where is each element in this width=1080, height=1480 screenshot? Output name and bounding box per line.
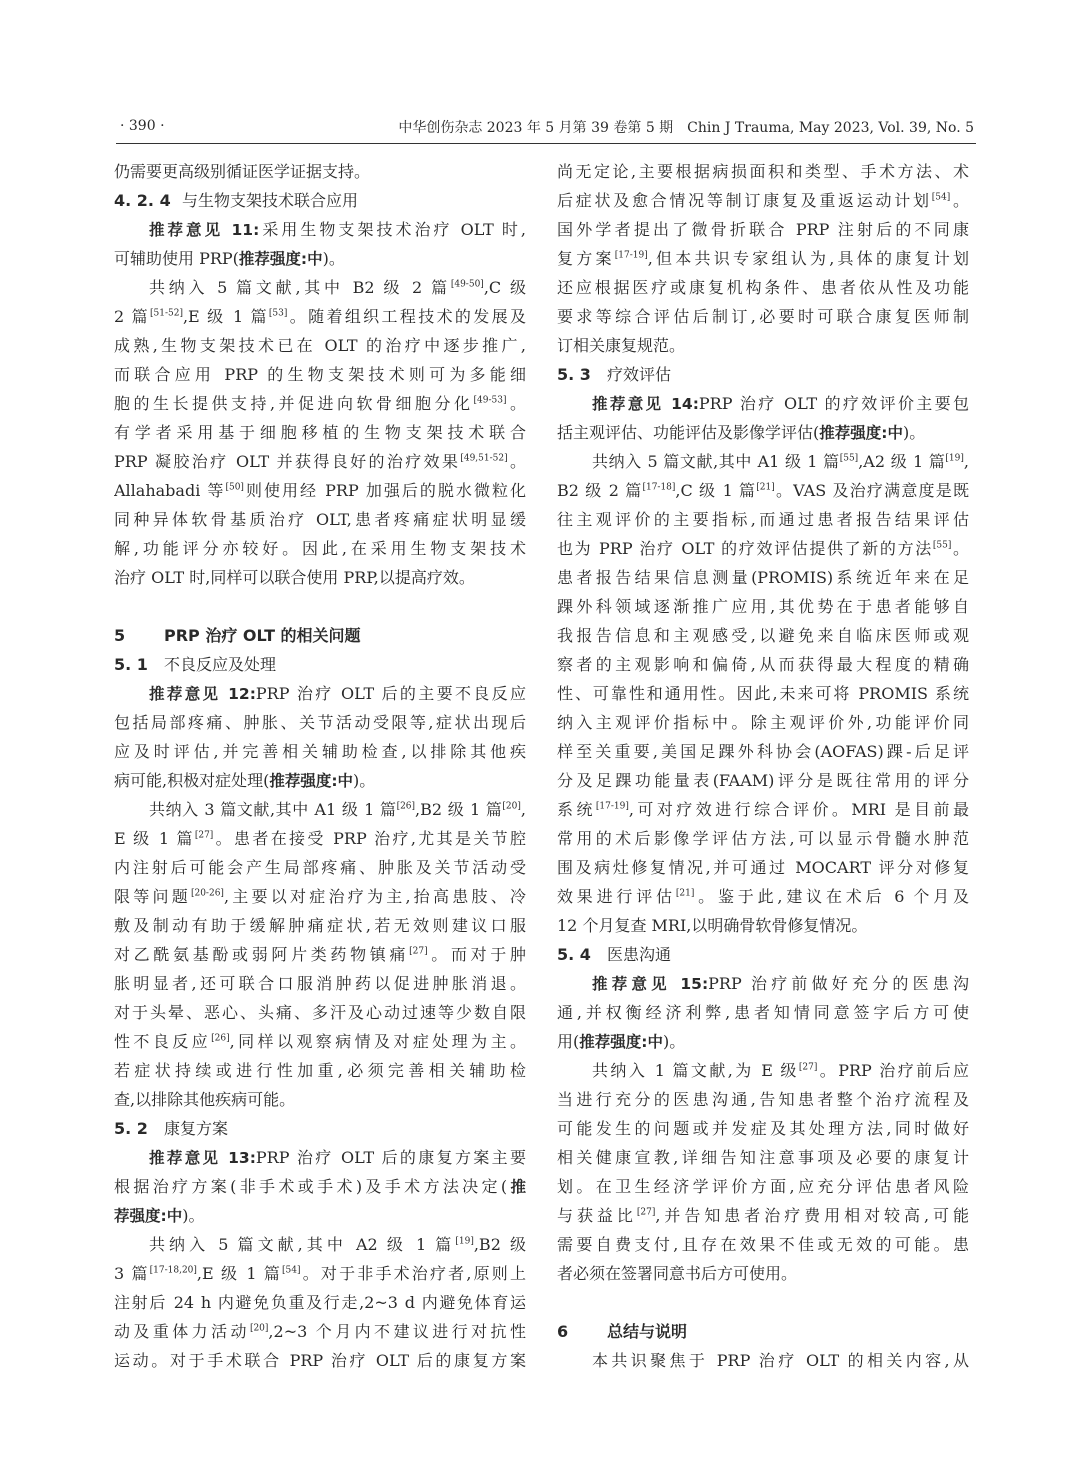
paragraph-line: 12 个月复查 MRI,以明确骨软骨修复情况。 [557,916,868,935]
citation: [20] [249,1323,269,1334]
section-title: 总结与说明 [607,1322,688,1341]
paragraph-line [114,447,526,476]
text: 与获益比 [557,1206,637,1225]
paragraph-line: 察者的主观影响和偏倚,从而获得最大程度的精确 [557,655,969,674]
paragraph-line [114,476,526,505]
recommendation-line [114,1172,526,1201]
recommendation-line [114,1201,526,1230]
paragraph-line: 胀明显者,还可联合口服消肿药以促进肿胀消退。 [114,974,526,993]
text: E 级 1 篇 [114,829,195,848]
text: ,可对疗效进行综合评价。MRI 是目前最 [628,800,969,819]
recommendation-line: 通,并权衡经济利弊,患者知情同意签字后方可使 [557,1003,969,1022]
text: 用( [557,1032,580,1051]
recommendation-label: 推荐意见 13: [149,1149,256,1167]
right-column [557,157,969,1375]
paragraph-line [557,882,969,911]
citation: [51-52] [149,308,183,319]
citation: [20] [502,801,521,812]
paragraph-line [114,273,526,302]
text: 效果进行评估 [557,887,676,906]
paragraph-line [114,795,526,824]
paragraph-line: 样至关重要,美国足踝外科协会(AOFAS)踝-后足评 [557,742,969,761]
citation: [54] [931,192,951,203]
text: ,C 级 [483,278,526,297]
paragraph-line: 对于头晕、恶心、头痛、多汗及心动过速等少数自限 [114,1003,526,1022]
paragraph-line: 要求等综合评估后制订,必要时可联合康复医师制 [557,307,969,326]
paragraph-line: 划。在卫生经济学评价方面,应充分评估患者风险 [557,1177,969,1196]
text: 。而对于肿 [427,945,526,964]
paragraph-line: 查,以排除其他疾病可能。 [114,1090,296,1109]
recommendation-strength: 推荐强度:中 [269,772,354,790]
text: ,E 级 1 篇 [196,1264,283,1283]
paragraph-line: 分及足踝功能量表(FAAM)评分是既往常用的评分 [557,771,969,790]
section-heading-4-2-4 [114,186,526,215]
text: 后症状及愈合情况等制订康复及重返运动计划 [557,191,932,210]
paragraph-line: 尚无定论,主要根据病损面积和类型、手术方法、术 [557,162,969,181]
citation: [20-26] [190,888,224,899]
text: 采用生物支架技术治疗 OLT 时, [259,220,526,239]
paragraph-line [557,476,969,505]
text: 胞的生长提供支持,并促进向软骨细胞分化 [114,394,474,413]
recommendation-12 [114,679,526,708]
text: 3 篇 [114,1264,150,1283]
text: , [963,452,969,471]
section-number: 5. 1 [114,655,148,674]
citation: [27] [194,830,214,841]
citation: [49-50] [450,279,484,290]
paragraph-line [114,940,526,969]
text: 根据治疗方案(非手术或手术)及手术方法决定( [114,1177,508,1196]
recommendation-strength: 推 [507,1178,526,1196]
section-number: 4. 2. 4 [114,191,171,210]
paragraph-line [114,882,526,911]
text: )。 [182,1206,205,1225]
text: 系统 [557,800,596,819]
recommendation-strength: 荐强度:中 [114,1207,183,1225]
paragraph-line: 性、可靠性和通用性。因此,未来可将 PROMIS 系统 [557,684,969,703]
paragraph-line: 订相关康复规范。 [557,336,686,355]
citation: [17-19] [614,250,648,261]
text: ,2~3 个月内不建议进行对抗性 [268,1322,526,1341]
paragraph-line: 需要自费支付,且存在效果不佳或无效的可能。患 [557,1235,969,1254]
text: 动及重体力活动 [114,1322,250,1341]
paragraph-line: 解,功能评分亦较好。因此,在采用生物支架技术 [114,539,526,558]
citation: [27] [798,1062,818,1073]
paragraph-line: 若症状持续或进行性加重,必须完善相关辅助检 [114,1061,526,1080]
running-header: 中华创伤杂志 2023 年 5 月第 39 卷第 5 期 Chin J Trauma, May 2023, Vol. 39, No. 5 [398,120,974,136]
section-number: 6 [557,1322,569,1341]
citation: [54] [282,1265,301,1276]
text: 。鉴于此,建议在术后 6 个月及 [694,887,969,906]
section-title: PRP 治疗 OLT 的相关问题 [164,626,361,645]
text: 2 篇 [114,307,150,326]
paragraph-line [557,795,969,824]
text: 。对于非手术治疗者,原则上 [300,1264,526,1283]
citation: [49,51-52] [460,453,508,464]
paragraph-line: 当进行充分的医患沟通,告知患者整个治疗流程及 [557,1090,969,1109]
text: PRP 治疗 OLT 的疗效评价主要包 [698,394,969,413]
citation: [17-18] [642,482,676,493]
text: 。患者在接受 PRP 治疗,尤其是关节腔 [213,829,526,848]
citation: [27] [409,946,428,957]
citation: [27] [636,1207,656,1218]
recommendation-11 [114,215,526,244]
text: ,C 级 1 篇 [675,481,757,500]
citation: [17-18,20] [149,1265,197,1276]
paragraph-line [557,534,969,563]
text: PRP 治疗前做好充分的医患沟 [708,974,969,993]
text: ,并告知患者治疗费用相对较高,可能 [655,1206,969,1225]
section-heading-6 [557,1317,969,1346]
text: ,B2 级 1 篇 [415,800,503,819]
section-heading-5 [114,621,526,650]
recommendation-line [557,418,969,447]
text: 对乙酰氨基酚或弱阿片类药物镇痛 [114,945,410,964]
paragraph-line: 相关健康宣教,详细告知注意事项及必要的康复计 [557,1148,969,1167]
text: 共纳入 3 篇文献,其中 A1 级 1 篇 [149,800,397,819]
section-number: 5. 3 [557,365,591,384]
text: ,B2 级 [473,1235,526,1254]
paragraph-line: 还应根据医疗或康复机构条件、患者依从性及功能 [557,278,969,297]
page-number: · 390 · [120,118,165,134]
text: 。随着组织工程技术的发展及 [287,307,526,326]
left-column [114,157,526,1375]
recommendation-label: 推荐意见 11: [149,221,260,239]
text: PRP 治疗 OLT 后的康复方案主要 [255,1148,526,1167]
section-heading-5-2 [114,1114,526,1143]
paragraph-line: 者必须在签署同意书后方可使用。 [557,1264,798,1283]
text: 。 [507,452,526,471]
recommendation-14 [557,389,969,418]
text: 复方案 [557,249,615,268]
paragraph-line: 治疗 OLT 时,同样可以联合使用 PRP,以提高疗效。 [114,568,475,587]
recommendation-strength: 推荐强度:中 [238,250,323,268]
paragraph-line: 纳入主观评价指标中。除主观评价外,功能评价同 [557,713,969,732]
section-heading-5-4 [557,940,969,969]
paragraph-line [557,1056,969,1085]
citation: [19] [455,1236,474,1247]
text: 性不良反应 [114,1032,212,1051]
paragraph-line [114,302,526,331]
paragraph-line: 成熟,生物支架技术已在 OLT 的治疗中逐步推广, [114,336,526,355]
paragraph-line: 敷及制动有助于缓解肿痛症状,若无效则建议口服 [114,916,526,935]
text: ,A2 级 1 篇 [858,452,946,471]
text: 则使用经 PRP 加强后的脱水微粒化 [243,481,526,500]
text: 也为 PRP 治疗 OLT 的疗效评估提供了新的方法 [557,539,933,558]
text: 。VAS 及治疗满意度是既 [774,481,969,500]
text: )。 [662,1032,686,1051]
paragraph-line: 仍需要更高级别循证医学证据支持。 [114,162,371,181]
text: )。 [902,423,926,442]
citation: [21] [756,482,775,493]
paragraph-line: 可能发生的问题或并发症及其处理方法,同时做好 [557,1119,969,1138]
paragraph-line [557,447,969,476]
text: 。 [950,191,969,210]
citation: [55] [839,453,859,464]
paragraph-line: 围及病灶修复情况,并可通过 MOCART 评分对修复 [557,858,969,877]
citation: [21] [675,888,695,899]
paragraph-line [557,1201,969,1230]
paragraph-line: 而联合应用 PRP 的生物支架技术则可为多能细 [114,365,526,384]
header-rule [116,143,976,144]
recommendation-line [557,1027,969,1056]
text: )。 [353,771,376,790]
paragraph-line: 常用的术后影像学评估方法,可以显示骨髓水肿范 [557,829,969,848]
paragraph-line: 往主观评价的主要指标,而通过患者报告结果评估 [557,510,969,529]
text: 括主观评估、功能评估及影像学评估( [557,423,820,442]
section-heading-5-1 [114,650,526,679]
text: PRP 治疗 OLT 后的主要不良反应 [255,684,526,703]
section-title: 与生物支架技术联合应用 [182,191,359,210]
citation: [17-19] [595,801,629,812]
section-heading-5-3 [557,360,969,389]
paragraph-line: 我报告信息和主观感受,以避免来自临床医师或观 [557,626,969,645]
citation: [50] [225,482,244,493]
section-title: 康复方案 [164,1119,229,1138]
text: 共纳入 5 篇文献,其中 B2 级 2 篇 [149,278,451,297]
text: 共纳入 5 篇文献,其中 A1 级 1 篇 [592,452,840,471]
paragraph-line [114,824,526,853]
paragraph-line [114,1230,526,1259]
section-number: 5. 2 [114,1119,148,1138]
paragraph-line: 同种异体软骨基质治疗 OLT,患者疼痛症状明显缓 [114,510,526,529]
paragraph-line [557,186,969,215]
text: 共纳入 1 篇文献,为 E 级 [592,1061,799,1080]
paragraph-line [114,389,526,418]
citation: [49-53] [473,395,507,406]
paragraph-line: 患者报告结果信息测量(PROMIS)系统近年来在足 [557,568,969,587]
recommendation-label: 推荐意见 14: [592,395,699,413]
text: 可辅助使用 PRP( [114,249,239,268]
text: 。 [951,539,969,558]
recommendation-strength: 推荐强度:中 [579,1033,663,1051]
text: 。 [506,394,526,413]
paragraph-line [114,1027,526,1056]
text: 限等问题 [114,887,191,906]
paragraph-line: 本共识聚焦于 PRP 治疗 OLT 的相关内容,从 [592,1351,969,1370]
citation: [53] [268,308,288,319]
text: B2 级 2 篇 [557,481,643,500]
text: Allahabadi 等 [114,481,226,500]
recommendation-strength: 推荐强度:中 [819,424,903,442]
section-title: 不良反应及处理 [164,655,277,674]
section-title: 医患沟通 [607,945,672,964]
paragraph-line [114,1259,526,1288]
text: PRP 凝胶治疗 OLT 并获得良好的治疗效果 [114,452,461,471]
recommendation-line [114,766,526,795]
text: , [520,800,526,819]
paragraph-line: 内注射后可能会产生局部疼痛、肿胀及关节活动受 [114,858,526,877]
text: 。PRP 治疗前后应 [817,1061,969,1080]
paragraph-line: 注射后 24 h 内避免负重及行走,2~3 d 内避免体育运 [114,1293,526,1312]
text: 共纳入 5 篇文献,其中 A2 级 1 篇 [149,1235,456,1254]
section-title: 疗效评估 [607,365,672,384]
text: ,E 级 1 篇 [182,307,269,326]
citation: [19] [945,453,964,464]
recommendation-line: 包括局部疼痛、肿胀、关节活动受限等,症状出现后 [114,713,526,732]
recommendation-15 [557,969,969,998]
paragraph-line: 有学者采用基于细胞移植的生物支架技术联合 [114,423,526,442]
paragraph-line: 踝外科领域逐渐推广应用,其优势在于患者能够自 [557,597,969,616]
citation: [55] [932,540,952,551]
paragraph-line [114,1317,526,1346]
text: ,主要以对症治疗为主,抬高患肢、冷 [223,887,526,906]
paragraph-line: 国外学者提出了微骨折联合 PRP 注射后的不同康 [557,220,969,239]
section-number: 5. 4 [557,945,591,964]
section-number: 5 [114,626,126,645]
recommendation-13 [114,1143,526,1172]
recommendation-label: 推荐意见 15: [592,975,709,993]
recommendation-line [114,244,526,273]
text: )。 [322,249,345,268]
text: 病可能,积极对症处理( [114,771,270,790]
text: ,但本共识专家组认为,具体的康复计划 [647,249,969,268]
recommendation-line: 应及时评估,并完善相关辅助检查,以排除其他疾 [114,742,526,761]
text: ,同样以观察病情及对症处理为主。 [229,1032,526,1051]
recommendation-label: 推荐意见 12: [149,685,256,703]
paragraph-line: 运动。对于手术联合 PRP 治疗 OLT 后的康复方案 [114,1351,526,1370]
citation: [26] [211,1033,230,1044]
paragraph-line [557,244,969,273]
citation: [26] [396,801,416,812]
